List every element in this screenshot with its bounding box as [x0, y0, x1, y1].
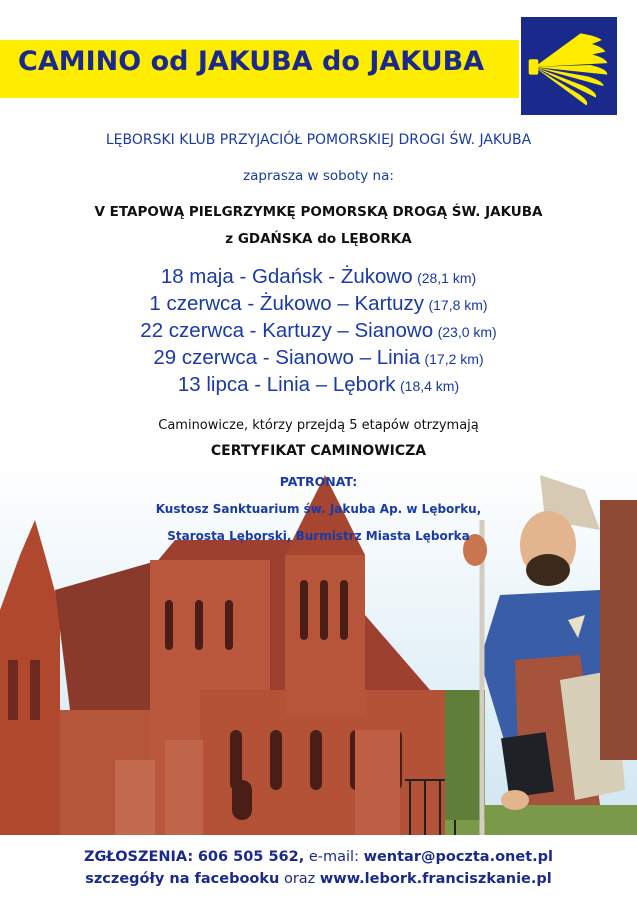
- stage-item: [0, 292, 637, 319]
- facebook-details: szczegóły na facebooku: [85, 871, 280, 887]
- church-illustration: [0, 460, 637, 835]
- stage-item: [0, 346, 637, 373]
- church-and-statue-photo: [0, 460, 637, 835]
- stage-distance: (28,1 km): [417, 270, 477, 286]
- footer: [0, 835, 637, 900]
- stage-list: [0, 265, 637, 400]
- stage-route: 22 czerwca - Kartuzy – Sianowo: [140, 319, 434, 342]
- stage-item: [0, 319, 637, 346]
- stage-route: 18 maja - Gdańsk - Żukowo: [160, 265, 413, 288]
- poster-title: CAMINO od JAKUBA do JAKUBA: [18, 46, 485, 77]
- footer-contact-line: [0, 849, 637, 865]
- stage-route: 13 lipca - Linia – Lębork: [177, 373, 396, 396]
- scallop-shell-icon: [521, 17, 617, 115]
- pilgrimage-heading: V ETAPOWĄ PIELGRZYMKĘ POMORSKĄ DROGĄ ŚW. JAKUBA: [94, 204, 543, 220]
- footer-links-line: [0, 871, 637, 887]
- stage-item: [0, 373, 637, 400]
- club-name: LĘBORSKI KLUB PRZYJACIÓŁ POMORSKIEJ DROGI ŚW. JAKUBA: [105, 132, 532, 148]
- and-text: oraz: [283, 871, 316, 887]
- email-label: e-mail:: [308, 849, 359, 865]
- certificate-note: Caminowicze, którzy przejdą 5 etapów otrzymają: [158, 418, 479, 433]
- patron-line-1: Kustosz Sanktuarium św. Jakuba Ap. w Lęborku,: [155, 502, 482, 516]
- stage-item: [0, 265, 637, 292]
- website-link[interactable]: www.lebork.franciszkanie.pl: [319, 871, 552, 887]
- stage-distance: (23,0 km): [437, 324, 497, 340]
- pilgrimage-route: z GDAŃSKA do LĘBORKA: [225, 231, 412, 247]
- email-address[interactable]: wentar@poczta.onet.pl: [363, 849, 553, 865]
- stage-distance: (17,2 km): [424, 351, 484, 367]
- camino-logo: [519, 15, 619, 117]
- patronage-label: PATRONAT:: [279, 474, 358, 489]
- stage-route: 1 czerwca - Żukowo – Kartuzy: [149, 292, 424, 315]
- stage-distance: (17,8 km): [428, 297, 488, 313]
- registration-label: ZGŁOSZENIA:: [83, 849, 194, 865]
- patron-line-2: Starosta Lęborski, Burmistrz Miasta Lęborka: [167, 529, 470, 543]
- stage-distance: (18,4 km): [400, 378, 460, 394]
- phone-number: 606 505 562,: [197, 849, 305, 865]
- invite-text: zaprasza w soboty na:: [243, 168, 394, 184]
- stage-route: 29 czerwca - Sianowo – Linia: [153, 346, 421, 369]
- certificate-title: CERTYFIKAT CAMINOWICZA: [210, 443, 427, 459]
